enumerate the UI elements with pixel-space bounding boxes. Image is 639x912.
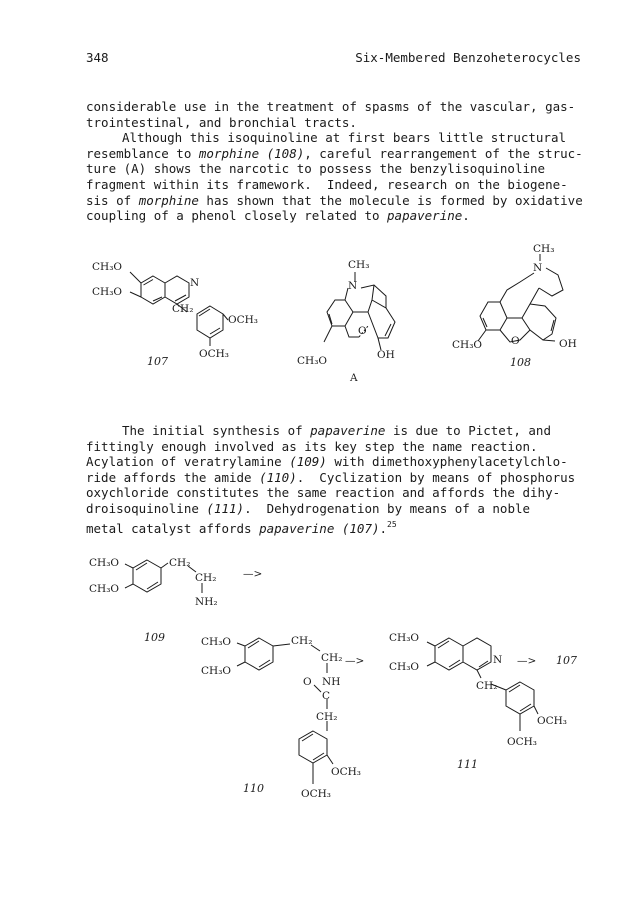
text-line: ture (A) shows the narcotic to possess the benzylisoquinoline xyxy=(86,161,546,177)
chem-label: O xyxy=(511,335,520,347)
structure-a xyxy=(297,259,395,384)
chem-label: N xyxy=(533,262,543,274)
chem-label: CH₃O xyxy=(389,661,420,673)
chem-label: CH₂ xyxy=(169,557,191,569)
text-line: resemblance to morphine (108), careful rearrangement of the struc- xyxy=(86,145,583,161)
chem-label: O xyxy=(303,676,312,688)
compound-number-108: 108 xyxy=(510,356,531,369)
chem-label: CH₃ xyxy=(348,259,370,271)
text-line: sis of morphine has shown that the molecule is formed by oxidative xyxy=(86,192,583,208)
chem-label: OCH₃ xyxy=(507,736,538,748)
compound-number-107: 107 xyxy=(147,355,168,368)
compound-ref: papaverine xyxy=(387,208,463,224)
figure-2 xyxy=(0,545,639,815)
compound-label-a: A xyxy=(350,372,358,384)
compound-ref: papaverine (107) xyxy=(259,520,380,536)
text-line: ride affords the amide (110). Cyclization by means of phosphorus xyxy=(86,469,576,485)
chem-label: OCH₃ xyxy=(228,314,259,326)
structure-108 xyxy=(452,243,577,369)
chem-label: OCH₃ xyxy=(537,715,568,727)
compound-ref: morphine xyxy=(138,192,199,208)
chem-label: OCH₃ xyxy=(199,348,230,360)
text-line: considerable use in the treatment of spasms of the vascular, gas- xyxy=(86,99,576,114)
chem-label: CH₃O xyxy=(389,632,420,644)
chem-label: OCH₃ xyxy=(331,766,362,778)
text-line: The initial synthesis of papaverine is due to Pictet, and xyxy=(122,423,551,438)
figure-1 xyxy=(0,238,639,384)
compound-ref: (111) xyxy=(206,500,245,516)
compound-ref: morphine (108) xyxy=(198,145,305,161)
structure-110 xyxy=(201,635,364,800)
structure-107 xyxy=(92,261,258,368)
chem-label: O xyxy=(358,325,367,337)
chem-label: CH₃O xyxy=(297,355,328,367)
text-line: Acylation of veratrylamine (109) with dimethoxyphenylacetylchlo- xyxy=(86,454,568,470)
chem-label: CH₂ xyxy=(172,303,194,315)
reference-superscript: 25 xyxy=(387,519,397,529)
chem-label: CH₂ xyxy=(321,652,343,664)
text-line: coupling of a phenol closely related to papaverine. xyxy=(86,208,470,224)
chem-label: CH₃O xyxy=(92,261,123,273)
chem-label: CH₃O xyxy=(89,583,120,595)
structure-111 xyxy=(389,632,577,771)
text-line: oxychloride constitutes the same reaction and affords the dihy- xyxy=(86,485,561,501)
chem-label: CH₂ xyxy=(476,680,498,692)
chem-label: CH₃O xyxy=(201,665,232,677)
page-number: 348 xyxy=(86,50,109,65)
compound-ref: papaverine xyxy=(310,423,386,438)
chem-label: OCH₃ xyxy=(301,788,332,800)
chem-label: N xyxy=(493,654,503,666)
chem-label: N xyxy=(190,277,200,289)
compound-ref: (110) xyxy=(259,469,297,485)
reaction-arrow: —> xyxy=(517,655,537,667)
compound-number-110: 110 xyxy=(243,782,264,795)
chem-label: CH₃ xyxy=(533,243,555,255)
chem-label: CH₂ xyxy=(195,572,217,584)
chem-label: OH xyxy=(559,338,577,350)
chem-label: OH xyxy=(377,349,395,361)
reaction-arrow: —> xyxy=(345,655,365,667)
text-line: metal catalyst affords papaverine (107).$^{25}$ xyxy=(86,519,397,536)
chem-label: CH₂ xyxy=(291,635,313,647)
chem-label: C xyxy=(322,690,331,702)
text-line: droisoquinoline (111). Dehydrogenation by means of a noble xyxy=(86,500,531,516)
chem-label: N xyxy=(348,280,358,292)
running-title: Six-Membered Benzoheterocycles xyxy=(355,50,581,65)
compound-ref: (109) xyxy=(289,454,327,470)
paragraph-1 xyxy=(86,99,591,224)
chem-label: NH₂ xyxy=(195,596,218,608)
text-line: Although this isoquinoline at first bears little structural xyxy=(122,130,567,146)
chem-label: CH₃O xyxy=(89,557,120,569)
chem-label: CH₂ xyxy=(316,711,338,723)
compound-number-107: 107 xyxy=(556,654,577,667)
paragraph-2 xyxy=(86,423,591,536)
chem-label: CH₃O xyxy=(201,636,232,648)
compound-number-111: 111 xyxy=(457,758,478,771)
chem-label: CH₃O xyxy=(92,286,123,298)
structure-109 xyxy=(89,557,262,644)
chem-label: CH₃O xyxy=(452,339,483,351)
text-line: fragment within its framework. Indeed, research on the biogene- xyxy=(86,176,568,192)
compound-number-109: 109 xyxy=(144,631,165,644)
text-line: trointestinal, and bronchial tracts. xyxy=(86,114,357,130)
chem-label: NH xyxy=(322,676,341,688)
text-line: fittingly enough involved as its key step the name reaction. xyxy=(86,438,538,454)
reaction-arrow: —> xyxy=(243,568,263,580)
